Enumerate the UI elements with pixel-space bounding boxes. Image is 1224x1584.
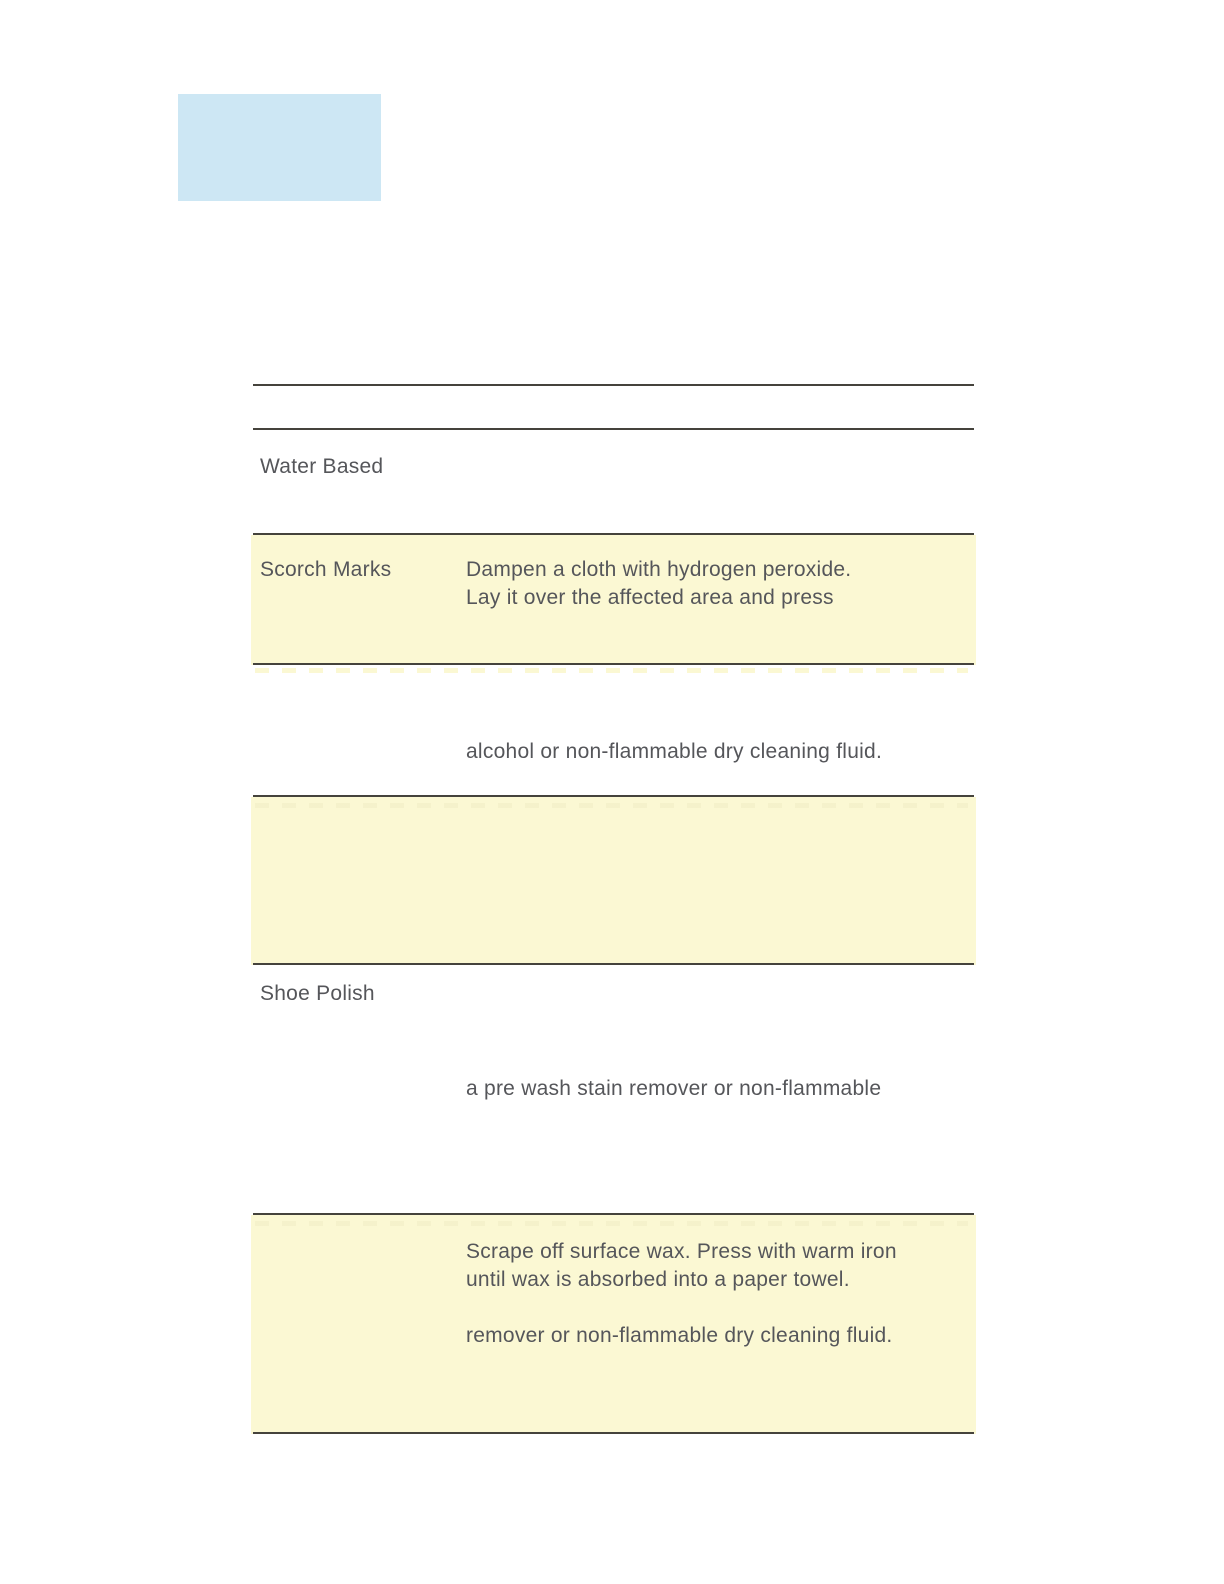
highlight-row-empty — [251, 797, 976, 965]
instruction-wax — [466, 1238, 897, 1350]
instruction-line: Lay it over the affected area and press — [466, 586, 834, 609]
instruction-line: Dampen a cloth with hydrogen peroxide. — [466, 558, 852, 581]
instruction-scorch-marks — [466, 556, 851, 612]
row-label-water-based: Water Based — [260, 455, 384, 478]
instruction-continuation — [466, 738, 882, 766]
instruction-line: until wax is absorbed into a paper towel. — [466, 1268, 850, 1291]
table-rule — [253, 384, 974, 386]
instruction-shoe-polish — [466, 1075, 881, 1103]
table-rule — [253, 795, 974, 797]
table-rule — [253, 663, 974, 665]
instruction-line: remover or non-flammable dry cleaning fluid. — [466, 1324, 893, 1347]
instruction-line: Scrape off surface wax. Press with warm iron — [466, 1240, 897, 1263]
instruction-blank-line — [466, 1294, 897, 1322]
blue-color-swatch — [178, 94, 381, 201]
table-rule — [253, 428, 974, 430]
dashed-artifact — [255, 803, 968, 808]
table-rule — [253, 533, 974, 535]
table-rule — [253, 1213, 974, 1215]
instruction-line: a pre wash stain remover or non-flammable — [466, 1077, 882, 1100]
row-label-shoe-polish: Shoe Polish — [260, 982, 375, 1005]
stain-removal-table — [251, 384, 974, 1436]
dashed-artifact — [255, 668, 968, 673]
table-rule — [253, 963, 974, 965]
table-rule — [253, 1432, 974, 1434]
dashed-artifact — [255, 1221, 968, 1226]
row-label-scorch-marks: Scorch Marks — [260, 558, 392, 581]
instruction-line: alcohol or non-flammable dry cleaning fluid. — [466, 740, 883, 763]
